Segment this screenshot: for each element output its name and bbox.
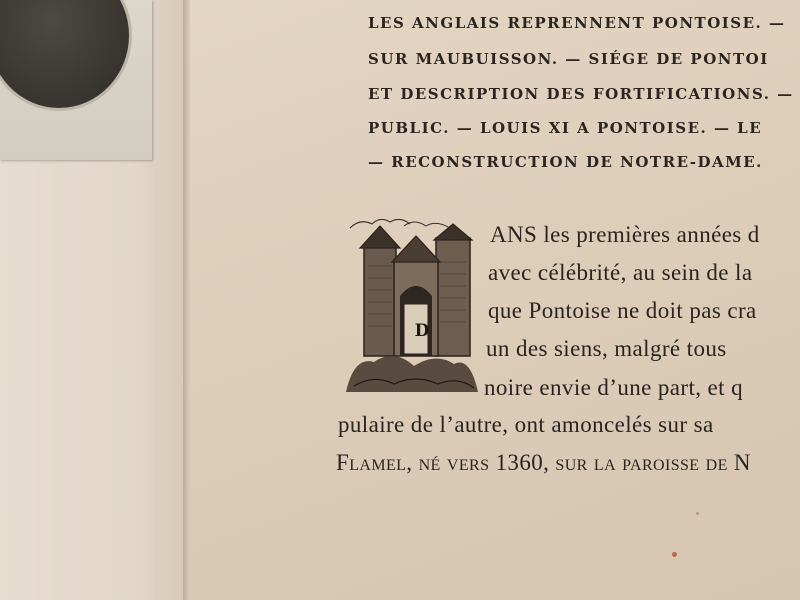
- heading-line: LES ANGLAIS REPRENNENT PONTOISE. —: [368, 14, 786, 32]
- body-text-line: un des siens, malgré tous: [486, 336, 727, 361]
- heading-line: — RECONSTRUCTION DE NOTRE-DAME.: [368, 153, 763, 171]
- drop-cap-letter: D: [414, 321, 430, 341]
- foxing-speck: [696, 512, 699, 515]
- body-text-line: ANS les premières années d: [490, 222, 760, 247]
- body-text-line: Flamel, né vers 1360, sur la paroisse de N: [336, 450, 751, 475]
- body-text-line: avec célébrité, au sein de la: [488, 260, 753, 285]
- left-page: [0, 0, 188, 600]
- body-text-line: pulaire de l’autre, ont amoncelés sur sa: [338, 412, 714, 437]
- portrait-oval: [0, 0, 132, 111]
- body-text-line: que Pontoise ne doit pas cra: [488, 298, 757, 323]
- pasted-photograph: [0, 0, 152, 160]
- drop-cap-engraving: [344, 216, 480, 392]
- heading-line: ET DESCRIPTION DES FORTIFICATIONS. —: [368, 85, 794, 103]
- body-text-line: noire envie d’une part, et q: [484, 375, 743, 400]
- foxing-speck: [672, 552, 677, 557]
- castle-gate-icon: [344, 216, 480, 392]
- heading-line: SUR MAUBUISSON. — SIÉGE DE PONTOI: [368, 50, 769, 68]
- heading-line: PUBLIC. — LOUIS XI A PONTOISE. — LE: [368, 119, 763, 137]
